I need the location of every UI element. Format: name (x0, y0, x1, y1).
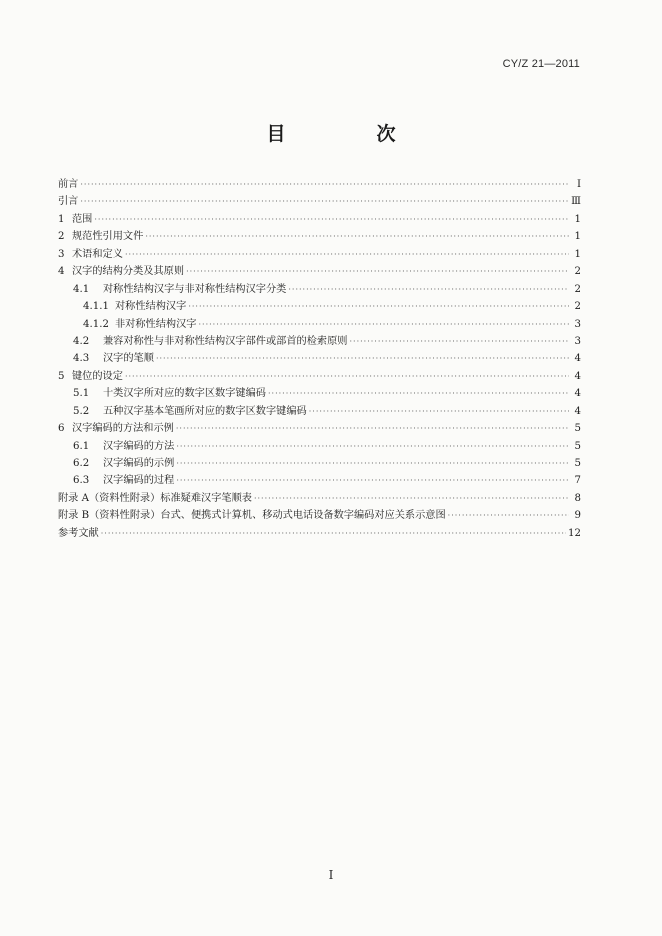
toc-leader-dots (448, 507, 569, 524)
toc-entry-title: 对称性结构汉字 (115, 301, 187, 313)
toc-entry[interactable] (58, 403, 581, 420)
toc-entry[interactable] (58, 263, 581, 280)
toc-entry-page: 4 (574, 370, 581, 382)
toc-entry-page: 5 (574, 440, 581, 452)
toc-entry-number: 4.1 (73, 283, 90, 295)
page-number: I (328, 868, 334, 882)
toc-leader-dots (145, 228, 569, 245)
toc-entry-number: 4.2 (73, 335, 90, 347)
table-of-contents (58, 176, 581, 542)
toc-entry-page: 1 (574, 248, 581, 260)
toc-entry-title: 引言 (58, 196, 79, 208)
toc-leader-dots (156, 350, 569, 367)
standard-code: CY/Z 21—2011 (502, 58, 580, 70)
toc-leader-dots (125, 246, 569, 263)
toc-entry-title: 汉字的笔顺 (103, 353, 154, 365)
toc-entry-number: 6 (58, 423, 65, 435)
toc-entry-page: 2 (574, 266, 581, 278)
toc-entry-title: 附录 B（资料性附录）台式、便携式计算机、移动式电话设备数字编码对应关系示意图 (58, 510, 446, 522)
toc-entry-page: Ⅰ (576, 179, 581, 190)
toc-entry-page: 1 (574, 213, 581, 225)
toc-leader-dots (176, 472, 569, 489)
toc-leader-dots (176, 420, 569, 437)
toc-entry[interactable] (58, 333, 581, 350)
toc-entry-number: 2 (58, 231, 65, 243)
toc-leader-dots (125, 368, 569, 385)
toc-entry[interactable] (58, 350, 581, 367)
toc-leader-dots (254, 490, 569, 507)
toc-entry-page: 2 (574, 283, 581, 295)
toc-entry-title: 规范性引用文件 (72, 231, 144, 243)
toc-title: 目 次 (266, 123, 432, 145)
toc-entry-number: 4.1.1 (83, 301, 109, 313)
toc-entry-title: 五种汉字基本笔画所对应的数字区数字键编码 (103, 405, 307, 417)
toc-leader-dots (350, 333, 570, 350)
toc-entry-title: 术语和定义 (72, 248, 123, 260)
toc-entry-page: 1 (574, 231, 581, 243)
toc-entry[interactable] (58, 246, 581, 263)
toc-entry[interactable] (58, 298, 581, 315)
toc-leader-dots (186, 263, 569, 280)
toc-leader-dots (176, 455, 569, 472)
toc-entry[interactable] (58, 472, 581, 489)
toc-entry[interactable] (58, 228, 581, 245)
toc-entry-number: 6.1 (73, 440, 90, 452)
toc-entry-title: 范围 (72, 213, 93, 225)
toc-entry-number: 5 (58, 370, 65, 382)
toc-entry-page: 4 (574, 388, 581, 400)
toc-leader-dots (80, 176, 569, 193)
toc-entry-title: 对称性结构汉字与非对称性结构汉字分类 (103, 283, 287, 295)
toc-entry-page: 3 (574, 318, 581, 330)
toc-leader-dots (309, 403, 569, 420)
toc-entry[interactable] (58, 176, 581, 193)
toc-entry-page: 8 (574, 492, 581, 504)
toc-entry-number: 6.3 (73, 475, 90, 487)
toc-entry-page: 5 (574, 423, 581, 435)
toc-leader-dots (188, 298, 569, 315)
toc-entry-number: 4.3 (73, 353, 90, 365)
toc-entry[interactable] (58, 507, 581, 524)
toc-leader-dots (101, 525, 566, 542)
toc-entry[interactable] (58, 281, 581, 298)
toc-entry[interactable] (58, 368, 581, 385)
toc-entry-number: 4.1.2 (83, 318, 109, 330)
toc-entry-page: 3 (574, 335, 581, 347)
toc-entry-page: 9 (574, 510, 581, 522)
toc-entry[interactable] (58, 490, 581, 507)
toc-entry-page: 4 (574, 405, 581, 417)
toc-entry-title: 非对称性结构汉字 (115, 318, 197, 330)
toc-entry[interactable] (58, 316, 581, 333)
toc-entry-page: 5 (574, 458, 581, 469)
toc-leader-dots (288, 281, 569, 298)
toc-entry-page: 4 (574, 353, 581, 365)
toc-leader-dots (199, 316, 570, 333)
toc-entry-title: 汉字编码的过程 (103, 475, 175, 487)
toc-entry-title: 汉字编码的方法 (103, 440, 175, 452)
toc-entry[interactable] (58, 438, 581, 455)
toc-leader-dots (94, 211, 569, 228)
toc-entry-title: 十类汉字所对应的数字区数字键编码 (103, 388, 266, 400)
toc-entry[interactable] (58, 420, 581, 437)
toc-entry-title: 键位的设定 (72, 370, 123, 382)
toc-entry-number: 6.2 (73, 458, 90, 469)
toc-entry-title: 汉字编码的示例 (103, 458, 175, 469)
toc-entry-page: 2 (574, 301, 581, 313)
toc-entry-title: 附录 A（资料性附录）标准疑难汉字笔顺表 (58, 492, 252, 504)
toc-entry-title: 兼容对称性与非对称性结构汉字部件或部首的检索原则 (103, 335, 348, 347)
toc-entry[interactable] (58, 455, 581, 472)
toc-entry-page: 7 (574, 475, 581, 487)
toc-entry-number: 3 (58, 248, 65, 260)
toc-entry-page: 12 (568, 527, 581, 539)
toc-entry-number: 4 (58, 266, 65, 278)
toc-entry[interactable] (58, 193, 581, 210)
toc-leader-dots (80, 193, 569, 210)
toc-entry-number: 1 (58, 213, 65, 225)
toc-entry-number: 5.1 (73, 388, 90, 400)
toc-entry-title: 汉字编码的方法和示例 (72, 423, 174, 435)
toc-leader-dots (268, 385, 569, 402)
toc-entry-title: 参考文献 (58, 527, 99, 539)
toc-entry-title: 汉字的结构分类及其原则 (72, 266, 185, 278)
toc-entry[interactable] (58, 385, 581, 402)
toc-entry-page: Ⅲ (571, 196, 581, 208)
toc-leader-dots (176, 438, 569, 455)
toc-entry-number: 5.2 (73, 405, 90, 417)
toc-entry[interactable] (58, 525, 581, 542)
toc-entry-title: 前言 (58, 179, 79, 190)
toc-entry[interactable] (58, 211, 581, 228)
